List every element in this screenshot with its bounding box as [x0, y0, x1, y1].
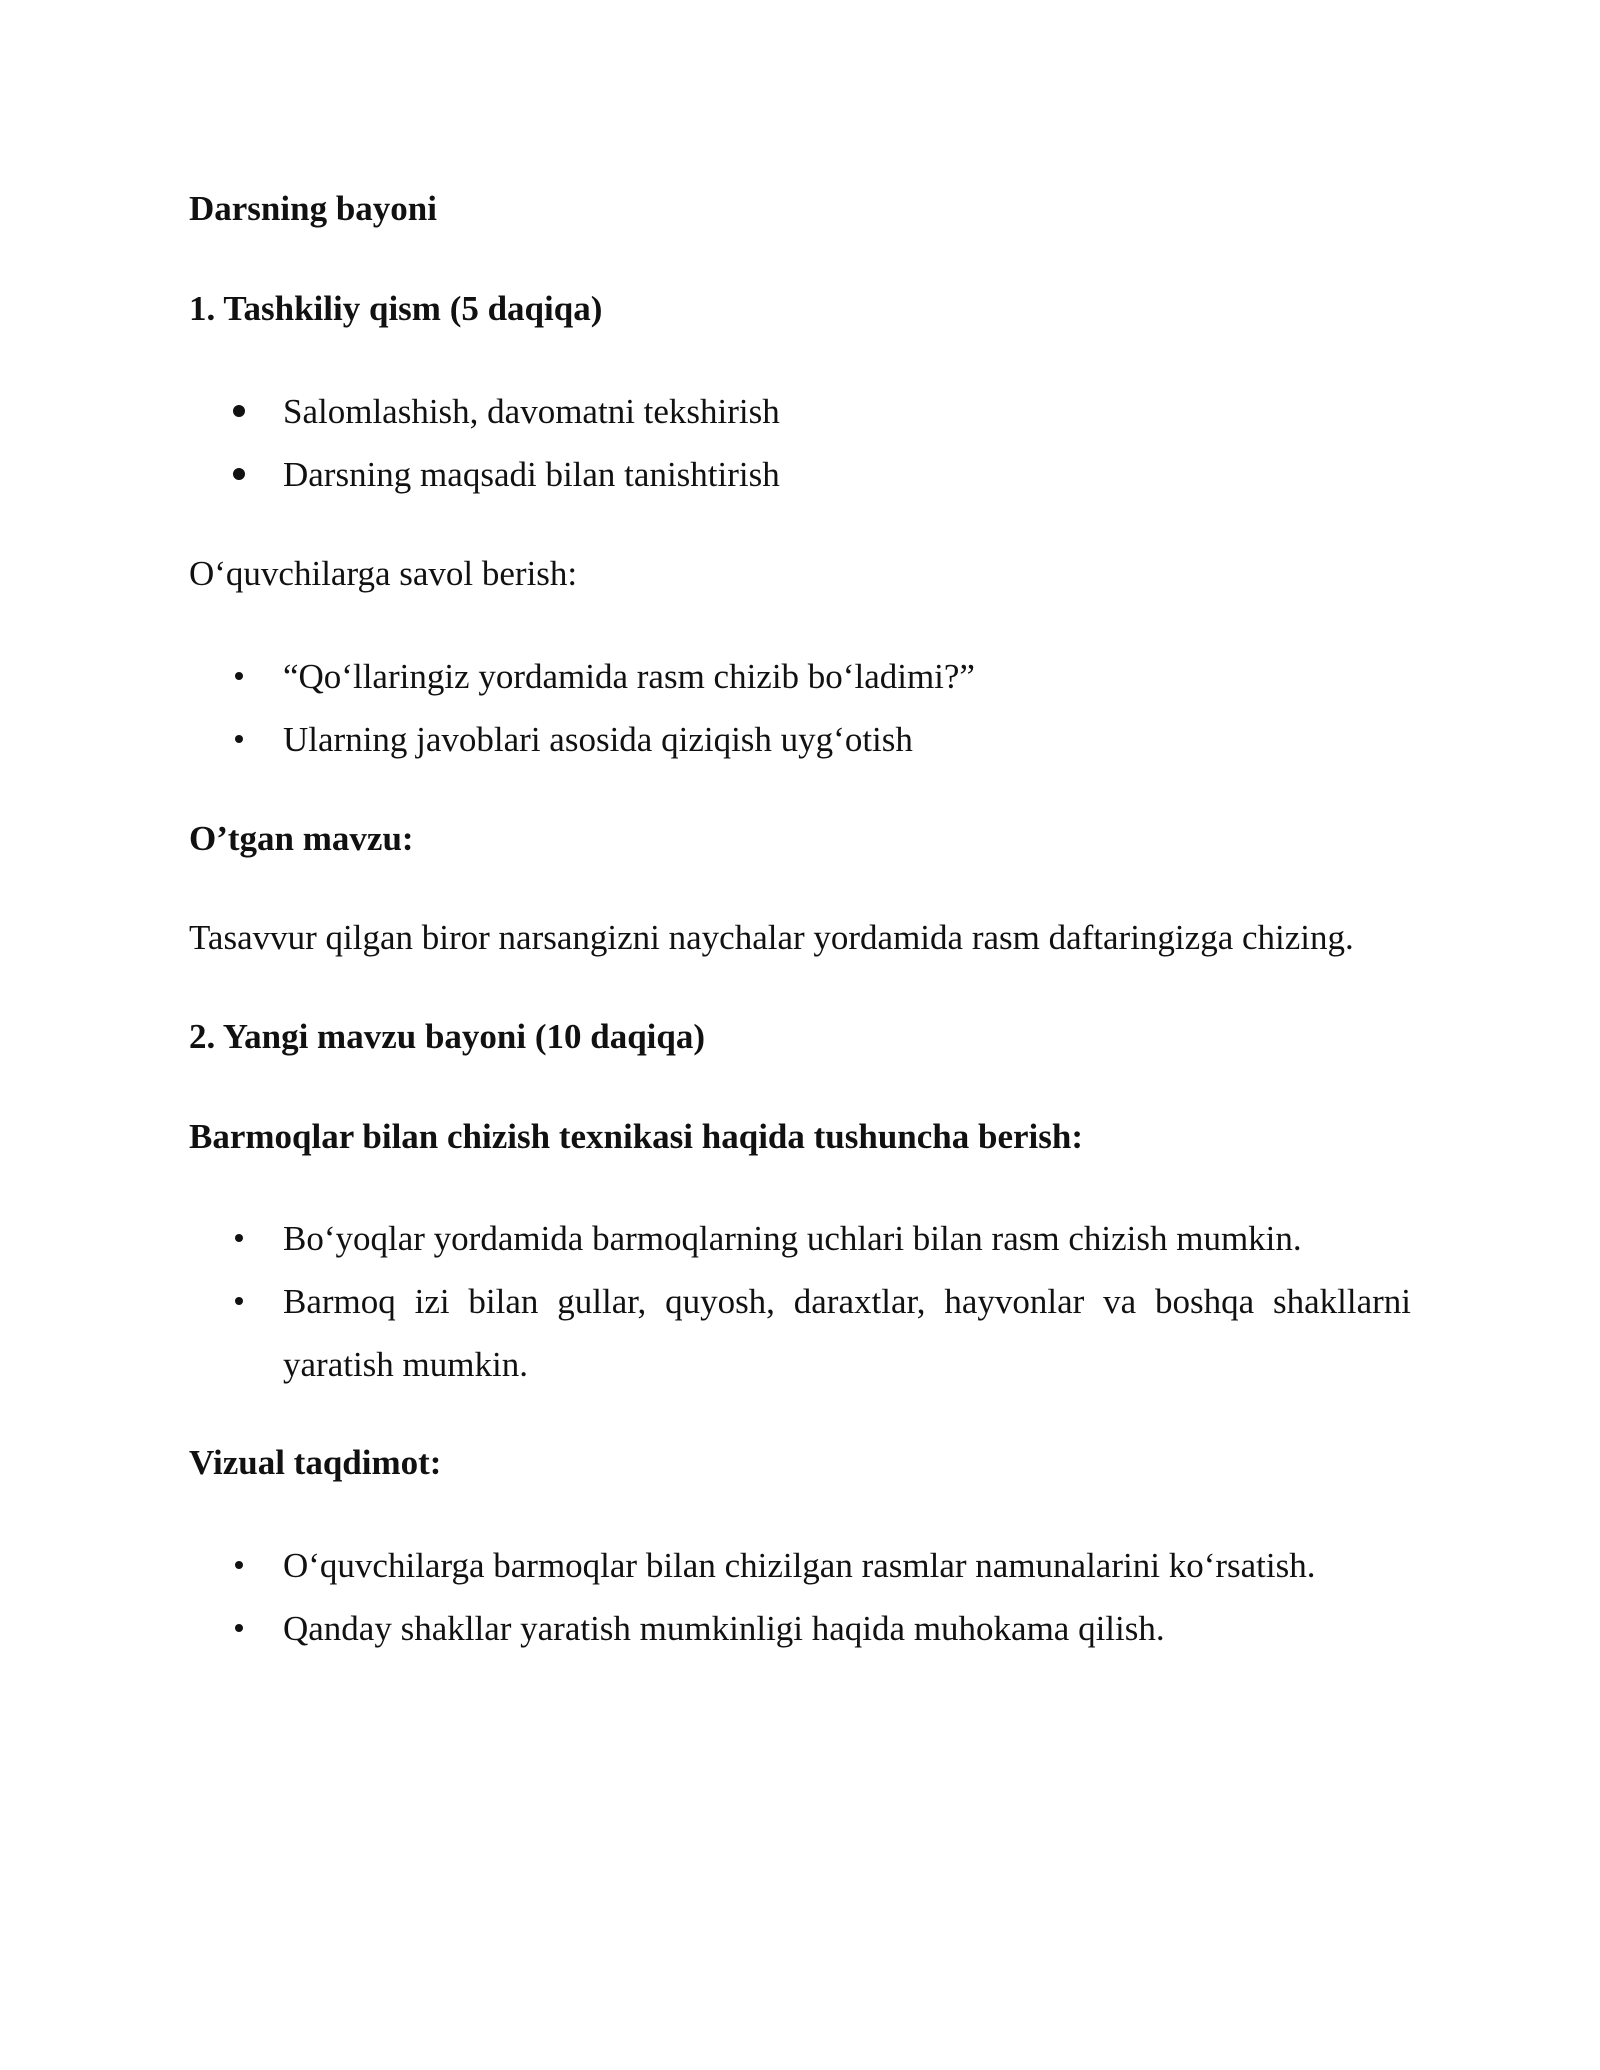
- section2-list: [189, 1207, 1411, 1396]
- list-item: [189, 1597, 1411, 1660]
- list-item-text: Bo‘yoqlar yordamida barmoqlarning uchlari bilan rasm chizish mumkin.: [283, 1219, 1302, 1258]
- section2-subheading: Barmoqlar bilan chizish texnikasi haqida tushuncha berish:: [189, 1117, 1084, 1156]
- list-item-text: “Qo‘llaringiz yordamida rasm chizib bo‘ladimi?”: [283, 657, 975, 696]
- bullet-icon: [235, 735, 243, 743]
- list-item-text: O‘quvchilarga barmoqlar bilan chizilgan rasmlar namunalarini ko‘rsatish.: [283, 1546, 1316, 1585]
- visual-heading: Vizual taqdimot:: [189, 1443, 442, 1482]
- list-item: [189, 443, 1411, 506]
- previous-topic-heading: O’tgan mavzu:: [189, 819, 414, 858]
- bullet-icon: [235, 1297, 243, 1305]
- list-item: [189, 380, 1411, 443]
- question-intro: O‘quvchilarga savol berish:: [189, 554, 578, 593]
- bullet-icon: [235, 1234, 243, 1242]
- section1-heading: 1. Tashkiliy qism (5 daqiqa): [189, 289, 603, 328]
- previous-topic-text: Tasavvur qilgan biror narsangizni naychalar yordamida rasm daftaringizga chizing.: [189, 918, 1354, 957]
- list-item-text: Ularning javoblari asosida qiziqish uyg‘otish: [283, 720, 913, 759]
- list-item-text: Salomlashish, davomatni tekshirish: [283, 392, 780, 431]
- bullet-icon: [235, 1561, 243, 1569]
- list-item-text: Qanday shakllar yaratish mumkinligi haqida muhokama qilish.: [283, 1609, 1165, 1648]
- list-item: [189, 708, 1411, 771]
- section1-list: [189, 380, 1411, 506]
- list-item: [189, 645, 1411, 708]
- list-item: [189, 1207, 1411, 1270]
- visual-list: [189, 1534, 1411, 1660]
- bullet-icon: [233, 405, 245, 417]
- bullet-icon: [233, 468, 245, 480]
- document-title: Darsning bayoni: [189, 189, 437, 228]
- question-list: [189, 645, 1411, 771]
- list-item: [189, 1534, 1411, 1597]
- list-item-text: Barmoq izi bilan gullar, quyosh, daraxtlar, hayvonlar va boshqa shakllarni yaratish mumkin.: [283, 1282, 1411, 1384]
- section2-heading: 2. Yangi mavzu bayoni (10 daqiqa): [189, 1017, 706, 1056]
- bullet-icon: [235, 672, 243, 680]
- bullet-icon: [235, 1624, 243, 1632]
- list-item: [189, 1270, 1411, 1396]
- list-item-text: Darsning maqsadi bilan tanishtirish: [283, 455, 780, 494]
